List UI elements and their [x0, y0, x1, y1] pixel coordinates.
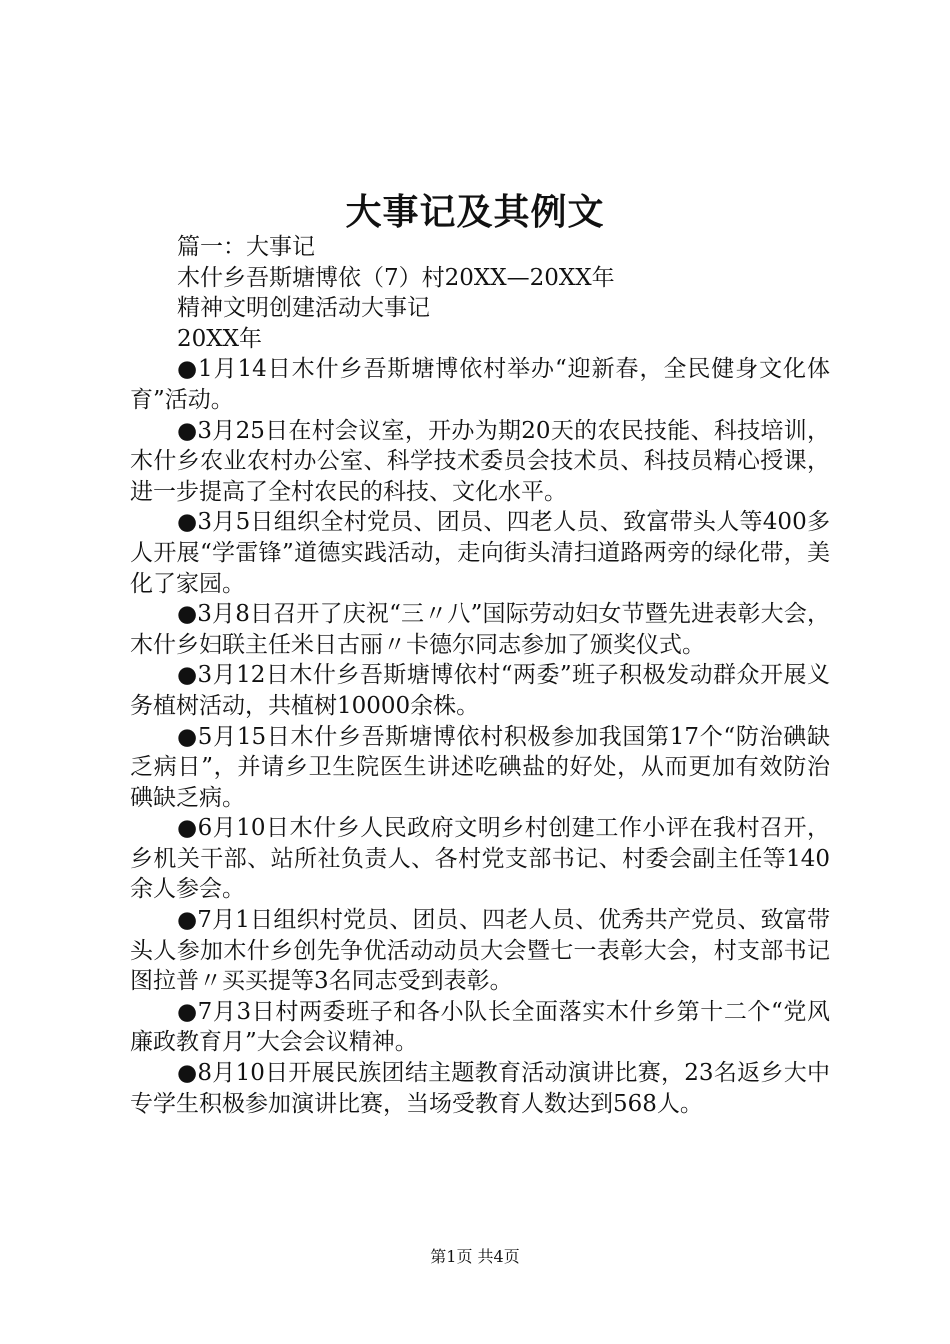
page-number-footer: 第1页 共4页: [430, 1247, 520, 1266]
event-entry: ●1月14日木什乡吾斯塘博依村举办“迎新春，全民健身文化体育”活动。: [130, 356, 830, 413]
event-entry: ●6月10日木什乡人民政府文明乡村创建工作小评在我村召开，乡机关干部、站所社负责人、各村党支部书记、村委会副主任等140余人参会。: [130, 815, 830, 903]
document-title: 大事记及其例文: [345, 191, 605, 233]
event-entry: ●5月15日木什乡吾斯塘博依村积极参加我国第17个“防治碘缺乏病日”，并请乡卫生院医生讲述吃碘盐的好处，从而更加有效防治碘缺乏病。: [130, 723, 830, 811]
event-entry: ●7月1日组织村党员、团员、四老人员、优秀共产党员、致富带头人参加木什乡创先争优活动动员大会暨七一表彰大会，村支部书记图拉普〃买买提等3名同志受到表彰。: [130, 907, 830, 995]
document-body: [130, 232, 830, 1119]
section-heading: 篇一：大事记: [177, 234, 315, 260]
event-entry: ●3月12日木什乡吾斯塘博依村“两委”班子积极发动群众开展义务植树活动，共植树10000余株。: [130, 662, 830, 719]
year-line: 20XX年: [177, 325, 263, 352]
event-entry: ●7月3日村两委班子和各小队长全面落实木什乡第十二个“党风廉政教育月”大会会议精神。: [130, 998, 831, 1056]
event-entry: ●3月5日组织全村党员、团员、四老人员、致富带头人等400多人开展“学雷锋”道德实践活动，走向街头清扫道路两旁的绿化带，美化了家园。: [130, 509, 830, 597]
event-entry: ●8月10日开展民族团结主题教育活动演讲比赛，23名返乡大中专学生积极参加演讲比赛，当场受教育人数达到568人。: [130, 1060, 830, 1117]
record-subtitle: 精神文明创建活动大事记: [177, 295, 430, 322]
event-entry: ●3月25日在村会议室，开办为期20天的农民技能、科技培训，木什乡农业农村办公室、科学技术委员会技术员、科技员精心授课，进一步提高了全村农民的科技、文化水平。: [130, 417, 830, 505]
village-name-line: 木什乡吾斯塘博依（7）村20XX—20XX年: [177, 264, 615, 291]
event-entry: ●3月8日召开了庆祝“三〃八”国际劳动妇女节暨先进表彰大会，木什乡妇联主任米日古丽〃卡德尔同志参加了颁奖仪式。: [130, 601, 830, 658]
